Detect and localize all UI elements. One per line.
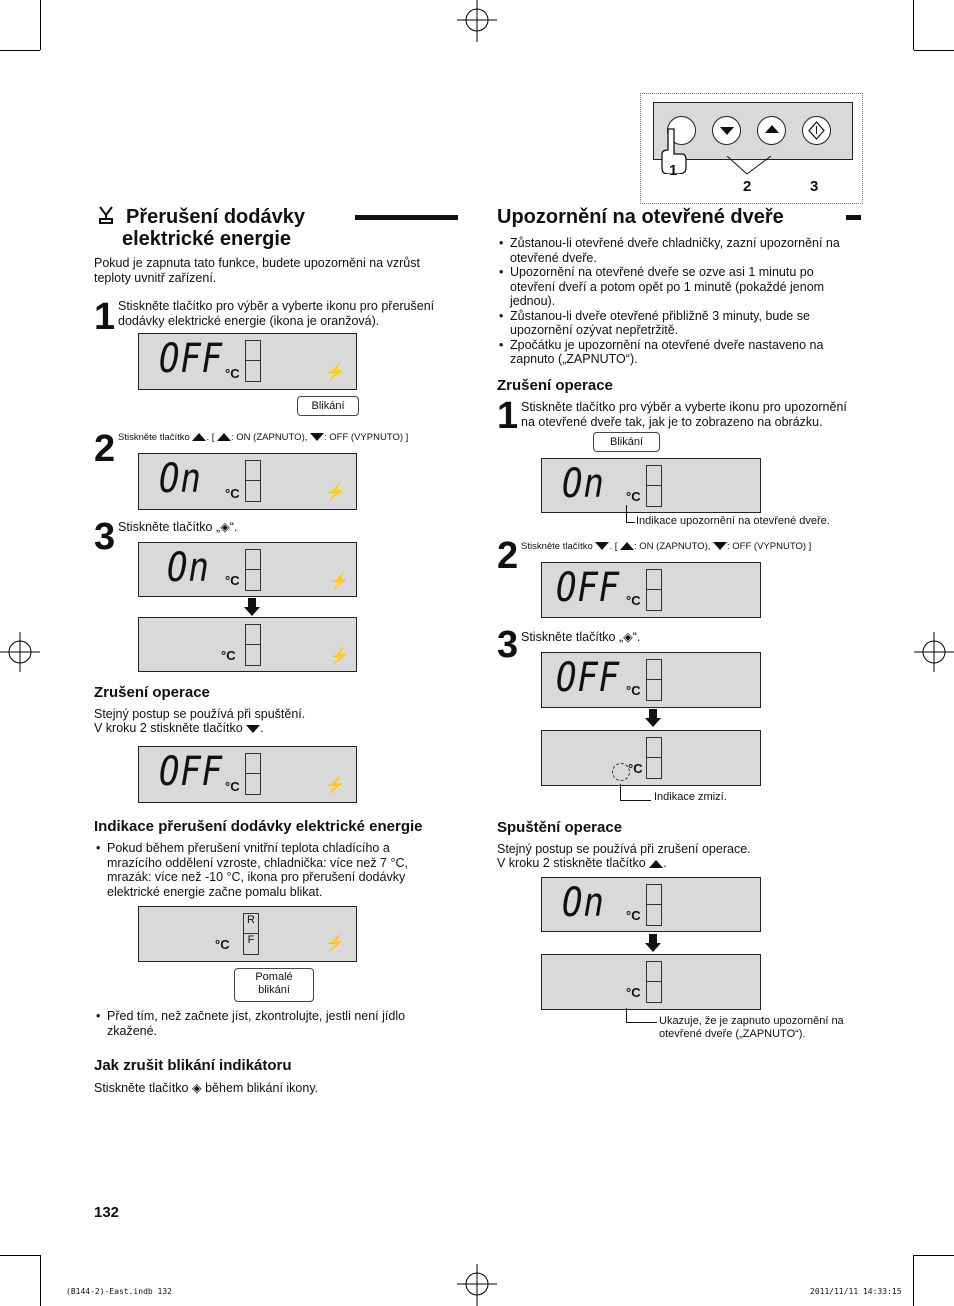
start-title: Spuštění operace bbox=[497, 819, 623, 836]
crop-mark bbox=[914, 1255, 954, 1256]
indicator-list bbox=[94, 841, 439, 899]
power-outage-icon: ⚡ bbox=[325, 935, 345, 952]
lcd-value: On bbox=[159, 456, 202, 502]
triangle-down-icon bbox=[595, 542, 609, 550]
step2-on: : ON (ZAPNUTO), bbox=[634, 541, 711, 552]
lcd-display bbox=[541, 458, 761, 513]
start-line2: V kroku 2 stiskněte tlačítko . bbox=[497, 856, 667, 870]
degree-label: °C bbox=[628, 761, 643, 776]
degree-label: °C bbox=[225, 573, 240, 588]
lcd-value: OFF bbox=[556, 565, 620, 611]
step-number: 1 bbox=[497, 395, 519, 437]
door-bullet: • Zůstanou-li otevřené dveře chladničky, zazní upozornění na otevřené dveře. bbox=[497, 236, 862, 265]
door-bullet: • Upozornění na otevřené dveře se ozve asi 1 minutu po otevření dveří a potom opět po 1 minutě (pokaždé jenom jednou). bbox=[497, 265, 862, 309]
enter-diamond-icon: ◈ bbox=[623, 630, 633, 644]
lcd-segment bbox=[646, 465, 662, 507]
slow-blink-line1: Pomalé bbox=[255, 971, 293, 983]
crop-mark bbox=[913, 1255, 914, 1306]
step3-post: “. bbox=[229, 520, 238, 534]
degree-label: °C bbox=[626, 908, 641, 923]
left-section-title-line2: elektrické energie bbox=[122, 228, 291, 250]
degree-label: °C bbox=[225, 366, 240, 381]
degree-label: °C bbox=[215, 937, 230, 952]
enter-button[interactable] bbox=[802, 116, 831, 145]
segment-f: F bbox=[247, 934, 255, 946]
crop-mark bbox=[40, 0, 41, 50]
lcd-segment bbox=[245, 460, 261, 502]
control-panel-figure bbox=[640, 93, 863, 204]
left-cancel-line2: V kroku 2 stiskněte tlačítko . bbox=[94, 721, 264, 735]
step-number: 3 bbox=[497, 624, 519, 666]
lcd-segment bbox=[245, 549, 261, 591]
triangle-up-icon bbox=[649, 860, 663, 868]
lcd-segment bbox=[243, 913, 259, 955]
footer-date: 2011/11/11 14:33:15 bbox=[810, 1287, 902, 1296]
panel-label-3: 3 bbox=[810, 178, 819, 195]
lcd-display bbox=[541, 562, 761, 618]
step-number: 2 bbox=[94, 428, 116, 470]
arrow-down-icon bbox=[645, 709, 661, 729]
triangle-up-icon bbox=[217, 433, 231, 441]
segment-r: R bbox=[244, 914, 258, 934]
crop-mark bbox=[913, 0, 914, 50]
blink-callout: Blikání bbox=[593, 432, 660, 452]
slow-blink-line2: blikání bbox=[258, 984, 290, 996]
arrow-down-icon bbox=[244, 598, 260, 618]
left-step1-text: Stiskněte tlačítko pro výběr a vyberte ikonu pro přerušení dodávky elektrické energie (ikona je oranžová). bbox=[118, 299, 435, 328]
lcd-value: On bbox=[167, 545, 210, 591]
lcd-display bbox=[541, 730, 761, 786]
door-indicator-note: Indikace upozornění na otevřené dveře. bbox=[636, 515, 830, 527]
door-bullet: • Zůstanou-li dveře otevřené přibližně 3 minuty, bude se upozornění ozývat nepřetržitě. bbox=[497, 309, 862, 338]
degree-label: °C bbox=[225, 779, 240, 794]
lcd-display bbox=[138, 333, 357, 390]
degree-label: °C bbox=[225, 486, 240, 501]
registration-mark-left bbox=[0, 630, 44, 674]
enter-diamond-icon: ◈ bbox=[220, 520, 230, 534]
right-step2-text bbox=[521, 541, 811, 552]
lcd-value: On bbox=[562, 461, 605, 507]
degree-label: °C bbox=[626, 683, 641, 698]
up-button[interactable] bbox=[757, 116, 786, 145]
triangle-down-icon bbox=[246, 725, 260, 733]
left-cancel-line1: Stejný postup se používá při spuštění. bbox=[94, 707, 306, 721]
triangle-up-icon bbox=[192, 433, 206, 441]
leader-line bbox=[620, 784, 651, 801]
right-step1-text: Stiskněte tlačítko pro výběr a vyberte ikonu pro upozornění na otevřené dveře tak, jak je to zobrazeno na obrázku. bbox=[521, 400, 847, 429]
step2-pre: Stiskněte tlačítko bbox=[521, 541, 593, 552]
title-rule bbox=[355, 215, 458, 220]
triangle-up-icon bbox=[620, 542, 634, 550]
panel-label-1: 1 bbox=[669, 162, 678, 179]
left-step3-text bbox=[118, 520, 237, 535]
lcd-value: On bbox=[562, 880, 605, 926]
lcd-value: OFF bbox=[159, 336, 223, 382]
degree-label: °C bbox=[626, 985, 641, 1000]
triangle-down-icon bbox=[310, 433, 324, 441]
lcd-segment bbox=[646, 569, 662, 611]
step3-pre: Stiskněte tlačítko „ bbox=[118, 520, 221, 534]
right-step3-text bbox=[521, 630, 640, 645]
left-cancel-title: Zrušení operace bbox=[94, 684, 210, 701]
down-button[interactable] bbox=[712, 116, 741, 145]
lcd-segment bbox=[646, 884, 662, 926]
step2-off: : OFF (VYPNUTO) ] bbox=[324, 432, 409, 443]
indicator-title: Indikace přerušení dodávky elektrické energie bbox=[94, 818, 423, 835]
step-number: 3 bbox=[94, 516, 116, 558]
step2-on: : ON (ZAPNUTO), bbox=[231, 432, 308, 443]
cancel-text: V kroku 2 stiskněte tlačítko bbox=[94, 721, 243, 735]
lcd-display bbox=[138, 453, 357, 510]
crop-mark bbox=[914, 50, 954, 51]
step2-mid: . [ bbox=[609, 541, 618, 552]
panel-label-2: 2 bbox=[743, 178, 752, 195]
stop-blink-title: Jak zrušit blikání indikátoru bbox=[94, 1057, 292, 1074]
lcd-segment bbox=[245, 340, 261, 382]
lcd-segment bbox=[245, 753, 261, 795]
step-number: 2 bbox=[497, 535, 519, 577]
leader-line bbox=[626, 505, 635, 523]
power-outage-icon bbox=[96, 205, 116, 225]
lcd-display bbox=[138, 542, 357, 597]
lcd-segment bbox=[245, 624, 261, 666]
registration-mark-bottom bbox=[455, 1262, 499, 1306]
shows-on-note: Ukazuje, že je zapnuto upozornění na otevřené dveře („ZAPNUTO“). bbox=[659, 1015, 844, 1040]
food-bullet: • Před tím, než začnete jíst, zkontrolujte, jestli není jídlo zkažené. bbox=[94, 1009, 439, 1038]
step2-pre: Stiskněte tlačítko bbox=[118, 432, 190, 443]
blink-callout: Blikání bbox=[297, 396, 359, 416]
lcd-display bbox=[541, 877, 761, 932]
lcd-display bbox=[541, 652, 761, 708]
arrow-down-icon bbox=[645, 934, 661, 954]
title-rule bbox=[846, 215, 861, 220]
step3-pre: Stiskněte tlačítko „ bbox=[521, 630, 624, 644]
lcd-value: OFF bbox=[556, 655, 620, 701]
leader-line bbox=[626, 1008, 657, 1023]
power-outage-icon: ⚡ bbox=[329, 573, 349, 590]
lcd-value: OFF bbox=[159, 749, 223, 795]
crop-mark bbox=[0, 50, 40, 51]
step2-mid: . [ bbox=[206, 432, 215, 443]
step-number: 1 bbox=[94, 296, 116, 338]
triangle-down-icon bbox=[713, 542, 727, 550]
stop-pre: Stiskněte tlačítko bbox=[94, 1081, 189, 1095]
degree-label: °C bbox=[221, 648, 236, 663]
left-step2-text bbox=[118, 432, 408, 443]
lcd-segment bbox=[646, 737, 662, 779]
power-outage-icon: ⚡ bbox=[325, 777, 345, 794]
triangle-up-icon bbox=[765, 125, 779, 133]
step3-post: “. bbox=[632, 630, 641, 644]
registration-mark-right bbox=[910, 630, 954, 674]
lcd-display bbox=[138, 746, 357, 803]
lcd-segment bbox=[646, 961, 662, 1003]
lcd-display bbox=[541, 954, 761, 1010]
registration-mark-top bbox=[455, 0, 499, 44]
left-section-title-line1: Přerušení dodávky bbox=[126, 206, 305, 228]
step2-off: : OFF (VYPNUTO) ] bbox=[727, 541, 812, 552]
start-line1: Stejný postup se používá při zrušení operace. bbox=[497, 842, 751, 856]
left-intro: Pokud je zapnuta tato funkce, budete upozorněni na vzrůst teploty uvnitř zařízení. bbox=[94, 256, 420, 285]
power-outage-icon: ⚡ bbox=[329, 648, 349, 665]
degree-label: °C bbox=[626, 489, 641, 504]
enter-diamond-icon bbox=[803, 117, 830, 144]
start-text: V kroku 2 stiskněte tlačítko bbox=[497, 856, 646, 870]
indicator-disappears: Indikace zmizí. bbox=[654, 791, 727, 803]
enter-diamond-icon: ◈ bbox=[191, 1081, 202, 1095]
right-section-title: Upozornění na otevřené dveře bbox=[497, 206, 784, 228]
power-outage-icon: ⚡ bbox=[325, 364, 345, 381]
door-bullet: • Zpočátku je upozornění na otevřené dveře nastaveno na zapnuto („ZAPNUTO“). bbox=[497, 338, 862, 367]
lcd-display bbox=[138, 906, 357, 962]
footer-file: (B144-2)-East.indb 132 bbox=[66, 1287, 172, 1296]
lcd-segment bbox=[646, 659, 662, 701]
indicator-bullet: • Pokud během přerušení vnitřní teplota chladícího a mrazícího oddělení vzroste, chladnička: více než 7 °C, mrazák: více než -10 °C, ikona pro přerušení dodávky elektrické energie začne pomalu blikat. bbox=[94, 841, 439, 899]
door-bullets bbox=[497, 236, 862, 367]
stop-post: během blikání ikony. bbox=[205, 1081, 319, 1095]
right-cancel-title: Zrušení operace bbox=[497, 377, 613, 394]
food-list bbox=[94, 1009, 439, 1038]
degree-label: °C bbox=[626, 593, 641, 608]
triangle-down-icon bbox=[720, 127, 734, 135]
stop-blink-text bbox=[94, 1081, 318, 1096]
power-outage-icon: ⚡ bbox=[325, 484, 345, 501]
crop-mark bbox=[40, 1255, 41, 1306]
slow-blink-callout bbox=[234, 968, 314, 1002]
crop-mark bbox=[0, 1255, 40, 1256]
page-number: 132 bbox=[94, 1204, 120, 1221]
callout-lines bbox=[711, 156, 791, 178]
lcd-display bbox=[138, 617, 357, 672]
